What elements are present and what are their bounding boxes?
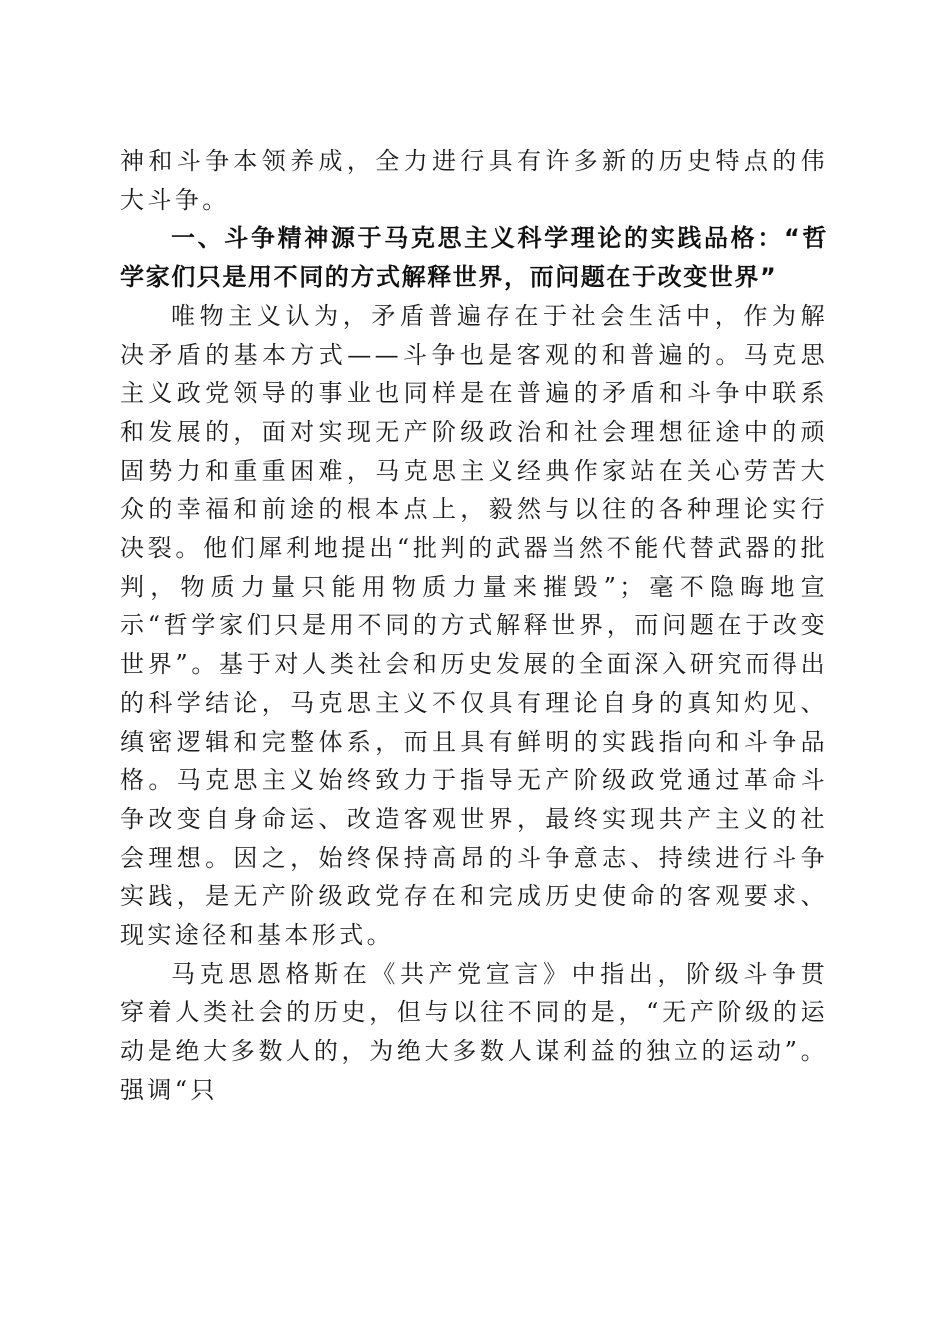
document-body (120, 142, 828, 1110)
paragraph-continuation: 神和斗争本领养成，全力进行具有许多新的历史特点的伟大斗争。 (120, 147, 828, 214)
paragraph-communist-manifesto: 马克思恩格斯在《共产党宣言》中指出，阶级斗争贯穿着人类社会的历史，但与以往不同的是，“无产阶级的运动是绝大多数人的，为绝大多数人谋利益的独立的运动”。强调“只 (120, 959, 828, 1104)
paragraph-materialism: 唯物主义认为，矛盾普遍存在于社会生活中，作为解决矛盾的基本方式——斗争也是客观的和普遍的。马克思主义政党领导的事业也同样是在普遍的矛盾和斗争中联系和发展的，面对实现无产阶级政治和社会理想征途中的顽固势力和重重困难，马克思主义经典作家站在关心劳苦大众的幸福和前途的根本点上，毅然与以往的各种理论实行决裂。他们犀利地提出“批判的武器当然不能代替武器的批判，物质力量只能用物质力量来摧毁”；毫不隐晦地宣示“哲学家们只是用不同的方式解释世界，而问题在于改变世界”。基于对人类社会和历史发展的全面深入研究而得出的科学结论，马克思主义不仅具有理论自身的真知灼见、缜密逻辑和完整体系，而且具有鲜明的实践指向和斗争品格。马克思主义始终致力于指导无产阶级政党通过革命斗争改变自身命运、改造客观世界，最终实现共产主义的社会理想。因之，始终保持高昂的斗争意志、持续进行斗争实践，是无产阶级政党存在和完成历史使命的客观要求、现实途径和基本形式。 (120, 301, 828, 950)
section-heading: 一、斗争精神源于马克思主义科学理论的实践品格：“哲学家们只是用不同的方式解释世界，而问题在于改变世界” (120, 224, 828, 292)
